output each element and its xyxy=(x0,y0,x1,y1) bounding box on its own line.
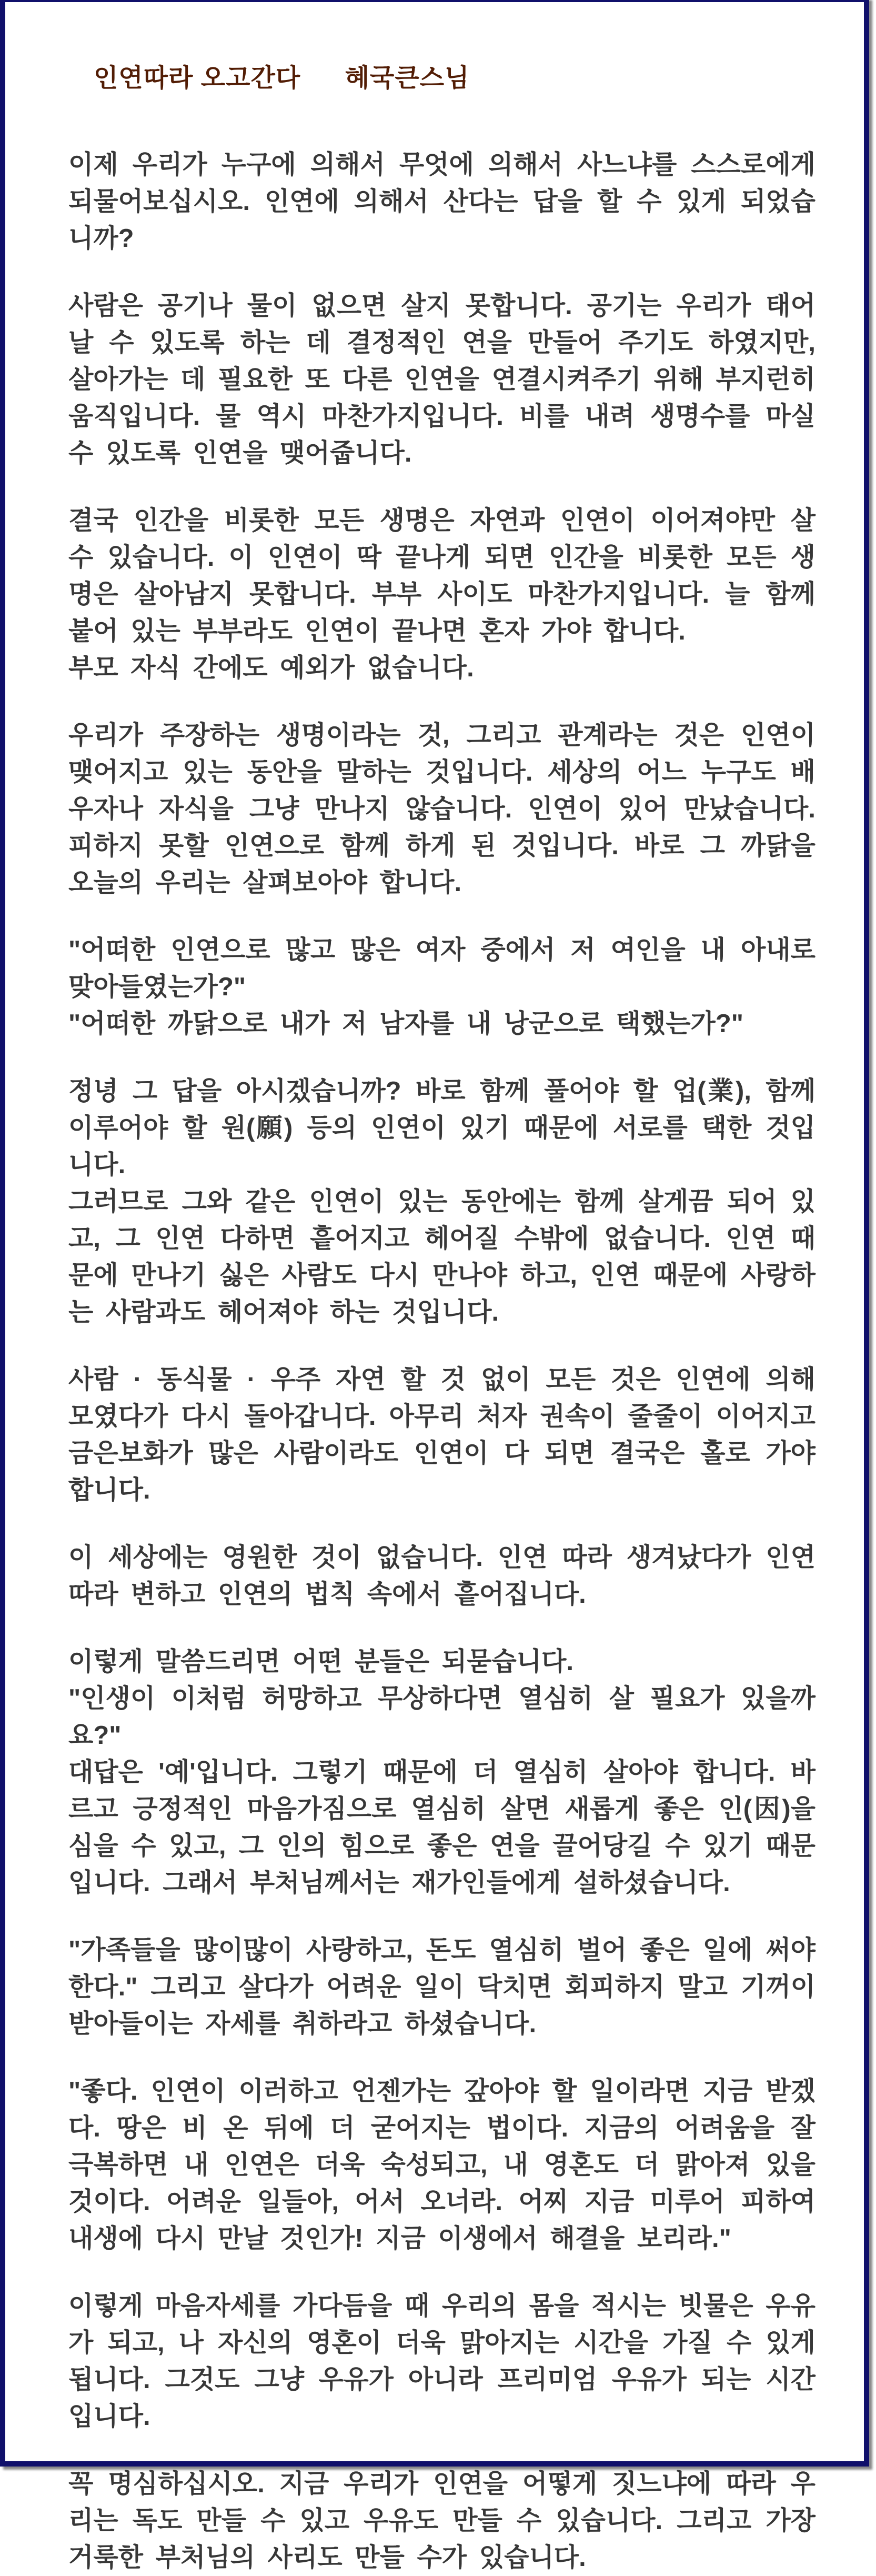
paragraph xyxy=(68,717,815,901)
article-body xyxy=(68,146,815,2576)
text-line: 이렇게 마음자세를 가다듬을 때 우리의 몸을 적시는 빗물은 우유가 되고, 나 자신의 영혼이 더욱 맑아지는 시간을 가질 수 있게 됩니다. 그것도 그냥 우유가 아니라 프리미엄 우유가 되는 시간입니다. xyxy=(68,2292,815,2431)
text-line: 우리가 주장하는 생명이라는 것, 그리고 관계라는 것은 인연이 맺어지고 있는 동안을 말하는 것입니다. 세상의 어느 누구도 배우자나 자식을 그냥 만나지 않습니다. 인연이 있어 만났습니다. 피하지 못할 인연으로 함께 하게 된 것입니다. 바로 그 까닭을 오늘의 우리는 살펴보아야 합니다. xyxy=(68,721,815,897)
paragraph xyxy=(68,1539,815,1613)
paragraph xyxy=(68,1643,815,1901)
paragraph xyxy=(68,2288,815,2435)
title-text: 인연따라 오고간다 xyxy=(94,64,301,92)
text-line: 꼭 명심하십시오. 지금 우리가 인연을 어떻게 짓느냐에 따라 우리는 독도 만들 수 있고 우유도 만들 수 있습니다. 그리고 가장 거룩한 부처님의 사리도 만들 수가 있습니다. xyxy=(68,2470,815,2572)
page-title xyxy=(94,63,815,94)
text-line: "어떠한 까닭으로 내가 저 남자를 내 낭군으로 택했는가?" xyxy=(68,1010,744,1038)
text-line: "어떠한 인연으로 많고 많은 여자 중에서 저 여인을 내 아내로 맞아들였는가?" xyxy=(68,936,815,1001)
text-line: "좋다. 인연이 이러하고 언젠가는 갚아야 할 일이라면 지금 받겠다. 땅은 비 온 뒤에 더 굳어지는 법이다. 지금의 어려움을 잘 극복하면 내 인연은 더욱 숙성되고, 내 영혼도 더 맑아져 있을 것이다. 어려운 일들아, 어서 오너라. 어찌 지금 미루어 피하여 내생에 다시 만날 것인가! 지금 이생에서 해결을 보리라." xyxy=(68,2077,815,2253)
text-line: 이렇게 말씀드리면 어떤 분들은 되묻습니다. xyxy=(68,1648,574,1676)
text-line: "인생이 이처럼 허망하고 무상하다면 열심히 살 필요가 있을까요?" xyxy=(68,1684,815,1750)
paragraph xyxy=(68,2465,815,2576)
paragraph xyxy=(68,1073,815,1331)
text-line: 부모 자식 간에도 예외가 없습니다. xyxy=(68,654,474,682)
text-line: 그러므로 그와 같은 인연이 있는 동안에는 함께 살게끔 되어 있고, 그 인연 다하면 흩어지고 헤어질 수밖에 없습니다. 인연 때문에 만나기 싫은 사람도 다시 만나야 하고, 인연 때문에 사랑하는 사람과도 헤어져야 하는 것입니다. xyxy=(68,1187,815,1326)
author-name: 혜국큰스님 xyxy=(345,64,470,92)
text-line: 사람은 공기나 물이 없으면 살지 못합니다. 공기는 우리가 태어날 수 있도록 하는 데 결정적인 연을 만들어 주기도 하였지만, 살아가는 데 필요한 또 다른 인연을 연결시켜주기 위해 부지런히 움직입니다. 물 역시 마찬가지입니다. 비를 내려 생명수를 마실 수 있도록 인연을 맺어줍니다. xyxy=(68,292,815,467)
text-line: 대답은 '예'입니다. 그렇기 때문에 더 열심히 살아야 합니다. 바르고 긍정적인 마음가짐으로 열심히 살면 새롭게 좋은 인(因)을 심을 수 있고, 그 인의 힘으로 좋은 연을 끌어당길 수 있기 때문입니다. 그래서 부처님께서는 재가인들에게 설하셨습니다. xyxy=(68,1758,815,1897)
paragraph xyxy=(68,1361,815,1509)
paragraph xyxy=(68,932,815,1042)
paragraph xyxy=(68,287,815,472)
text-line: 이제 우리가 누구에 의해서 무엇에 의해서 사느냐를 스스로에게 되물어보십시오. 인연에 의해서 산다는 답을 할 수 있게 되었습니까? xyxy=(68,151,815,253)
text-line: 결국 인간을 비롯한 모든 생명은 자연과 인연이 이어져야만 살 수 있습니다. 이 인연이 딱 끝나게 되면 인간을 비롯한 모든 생명은 살아남지 못합니다. 부부 사이도 마찬가지입니다. 늘 함께 붙어 있는 부부라도 인연이 끝나면 혼자 가야 합니다. xyxy=(68,506,815,645)
text-line: "가족들을 많이많이 사랑하고, 돈도 열심히 벌어 좋은 일에 써야 한다." 그리고 살다가 어려운 일이 닥치면 회피하지 말고 기꺼이 받아들이는 자세를 취하라고 하셨습니다. xyxy=(68,1936,815,2038)
document-content xyxy=(5,2,864,2572)
paragraph xyxy=(68,1932,815,2042)
paragraph xyxy=(68,146,815,257)
text-line: 사람 · 동식물 · 우주 자연 할 것 없이 모든 것은 인연에 의해 모였다가 다시 돌아갑니다. 아무리 처자 권속이 줄줄이 이어지고 금은보화가 많은 사람이라도 인연이 다 되면 결국은 홀로 가야 합니다. xyxy=(68,1365,815,1504)
text-line: 이 세상에는 영원한 것이 없습니다. 인연 따라 생겨났다가 인연 따라 변하고 인연의 법칙 속에서 흩어집니다. xyxy=(68,1543,815,1609)
text-line: 정녕 그 답을 아시겠습니까? 바로 함께 풀어야 할 업(業), 함께 이루어야 할 원(願) 등의 인연이 있기 때문에 서로를 택한 것입니다. xyxy=(68,1077,815,1179)
paragraph xyxy=(68,502,815,686)
paragraph xyxy=(68,2073,815,2257)
